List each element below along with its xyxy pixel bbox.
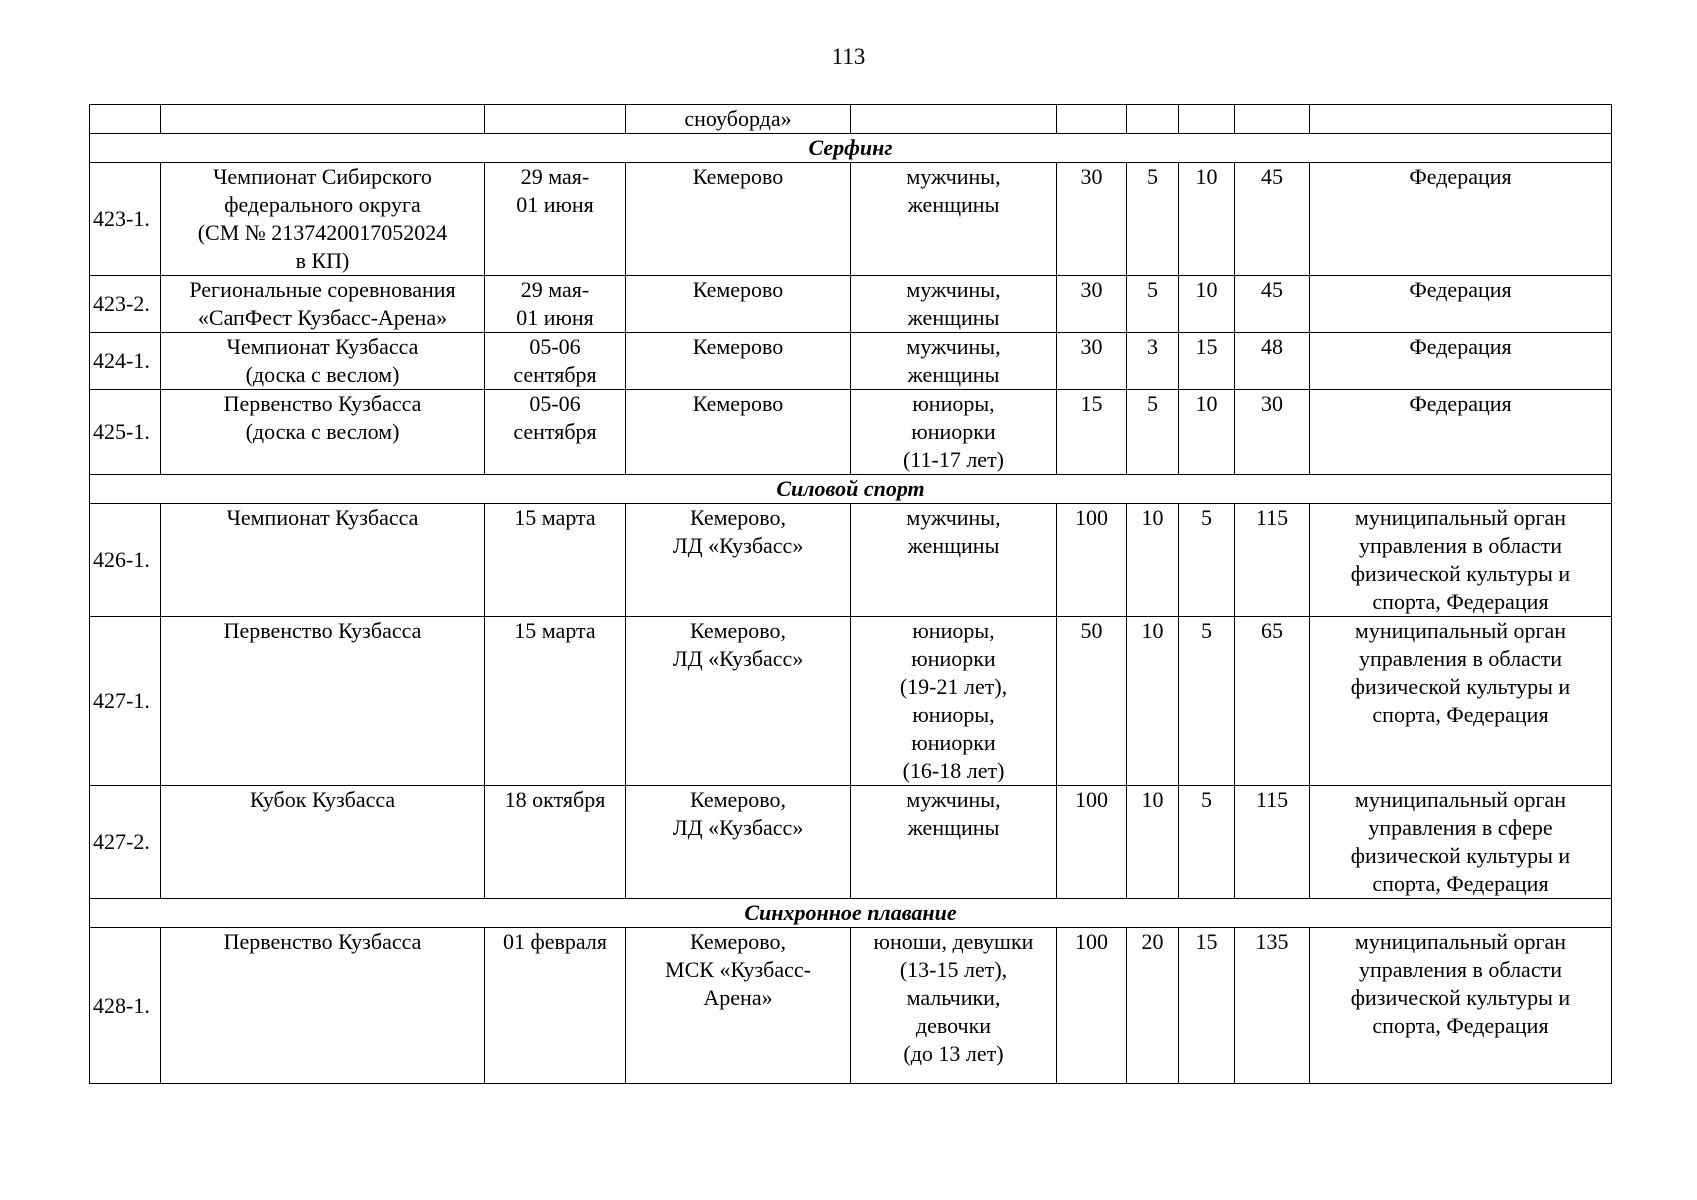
total-cell: 115 (1235, 786, 1310, 899)
organizer-cell: Федерация (1310, 333, 1612, 390)
count-cell: 5 (1127, 390, 1179, 475)
num-cell: 426-1. (90, 504, 161, 617)
place-cell: сноуборда» (626, 105, 851, 134)
num-cell: 425-1. (90, 390, 161, 475)
participants-cell: мужчины, женщины (851, 504, 1057, 617)
count-cell: 50 (1057, 617, 1127, 786)
organizer-cell: муниципальный орган управления в области физической культуры и спорта, Федерация (1310, 504, 1612, 617)
count-cell: 5 (1179, 786, 1235, 899)
section-header-row (90, 134, 1612, 163)
name-cell: Чемпионат Сибирского федерального округа (СМ № 2137420017052024 в КП) (161, 163, 485, 276)
count-cell: 100 (1057, 504, 1127, 617)
place-cell: Кемерово, ЛД «Кузбасс» (626, 504, 851, 617)
date-cell: 05-06 сентября (485, 390, 626, 475)
count-cell: 100 (1057, 928, 1127, 1084)
count-cell: 100 (1057, 786, 1127, 899)
participants-cell: мужчины, женщины (851, 333, 1057, 390)
place-cell: Кемерово (626, 333, 851, 390)
events-table (89, 104, 1612, 1084)
participants-cell: юниоры, юниорки (11-17 лет) (851, 390, 1057, 475)
count-cell (1179, 105, 1235, 134)
page-number: 113 (831, 44, 866, 69)
event-row (90, 617, 1612, 786)
count-cell: 5 (1127, 276, 1179, 333)
count-cell: 10 (1179, 390, 1235, 475)
organizer-cell: муниципальный орган управления в области физической культуры и спорта, Федерация (1310, 928, 1612, 1084)
count-cell: 10 (1127, 504, 1179, 617)
event-row (90, 163, 1612, 276)
count-cell: 5 (1179, 617, 1235, 786)
event-row (90, 390, 1612, 475)
organizer-cell: Федерация (1310, 276, 1612, 333)
name-cell: Первенство Кузбасса (доска с веслом) (161, 390, 485, 475)
table-body (90, 105, 1612, 1084)
section-title: Синхронное плавание (90, 899, 1612, 928)
count-cell: 10 (1127, 786, 1179, 899)
date-cell: 05-06 сентября (485, 333, 626, 390)
num-cell: 428-1. (90, 928, 161, 1084)
date-cell (485, 105, 626, 134)
count-cell (1127, 105, 1179, 134)
section-header-row (90, 899, 1612, 928)
date-cell: 18 октября (485, 786, 626, 899)
num-cell: 423-1. (90, 163, 161, 276)
date-cell: 01 февраля (485, 928, 626, 1084)
event-row (90, 504, 1612, 617)
count-cell: 30 (1057, 333, 1127, 390)
total-cell: 135 (1235, 928, 1310, 1084)
date-cell: 15 марта (485, 617, 626, 786)
organizer-cell: муниципальный орган управления в сфере физической культуры и спорта, Федерация (1310, 786, 1612, 899)
continuation-row (90, 105, 1612, 134)
place-cell: Кемерово, ЛД «Кузбасс» (626, 786, 851, 899)
count-cell: 30 (1057, 276, 1127, 333)
event-row (90, 928, 1612, 1084)
num-cell: 427-2. (90, 786, 161, 899)
place-cell: Кемерово (626, 276, 851, 333)
count-cell: 5 (1127, 163, 1179, 276)
event-row (90, 786, 1612, 899)
participants-cell: мужчины, женщины (851, 276, 1057, 333)
date-cell: 29 мая- 01 июня (485, 163, 626, 276)
name-cell: Кубок Кузбасса (161, 786, 485, 899)
total-cell: 45 (1235, 163, 1310, 276)
count-cell: 5 (1179, 504, 1235, 617)
total-cell: 45 (1235, 276, 1310, 333)
date-cell: 15 марта (485, 504, 626, 617)
organizer-cell: Федерация (1310, 163, 1612, 276)
total-cell: 115 (1235, 504, 1310, 617)
count-cell: 15 (1179, 333, 1235, 390)
num-cell: 424-1. (90, 333, 161, 390)
count-cell (1235, 105, 1310, 134)
num-cell: 423-2. (90, 276, 161, 333)
place-cell: Кемерово, МСК «Кузбасс- Арена» (626, 928, 851, 1084)
name-cell: Первенство Кузбасса (161, 928, 485, 1084)
count-cell: 20 (1127, 928, 1179, 1084)
organizer-cell: муниципальный орган управления в области физической культуры и спорта, Федерация (1310, 617, 1612, 786)
participants-cell: юноши, девушки (13-15 лет), мальчики, девочки (до 13 лет) (851, 928, 1057, 1084)
organizer-cell (1310, 105, 1612, 134)
count-cell: 3 (1127, 333, 1179, 390)
count-cell: 15 (1057, 390, 1127, 475)
count-cell (1057, 105, 1127, 134)
name-cell: Региональные соревнования «СапФест Кузбасс-Арена» (161, 276, 485, 333)
participants-cell (851, 105, 1057, 134)
organizer-cell: Федерация (1310, 390, 1612, 475)
name-cell: Чемпионат Кузбасса (161, 504, 485, 617)
participants-cell: мужчины, женщины (851, 163, 1057, 276)
participants-cell: юниоры, юниорки (19-21 лет), юниоры, юниорки (16-18 лет) (851, 617, 1057, 786)
num-cell: 427-1. (90, 617, 161, 786)
total-cell: 65 (1235, 617, 1310, 786)
section-title: Силовой спорт (90, 475, 1612, 504)
place-cell: Кемерово (626, 163, 851, 276)
total-cell: 30 (1235, 390, 1310, 475)
place-cell: Кемерово, ЛД «Кузбасс» (626, 617, 851, 786)
section-header-row (90, 475, 1612, 504)
count-cell: 10 (1127, 617, 1179, 786)
name-cell: Чемпионат Кузбасса (доска с веслом) (161, 333, 485, 390)
count-cell: 10 (1179, 276, 1235, 333)
event-row (90, 276, 1612, 333)
count-cell: 10 (1179, 163, 1235, 276)
total-cell: 48 (1235, 333, 1310, 390)
date-cell: 29 мая- 01 июня (485, 276, 626, 333)
num-cell (90, 105, 161, 134)
count-cell: 15 (1179, 928, 1235, 1084)
section-title: Серфинг (90, 134, 1612, 163)
name-cell: Первенство Кузбасса (161, 617, 485, 786)
event-row (90, 333, 1612, 390)
participants-cell: мужчины, женщины (851, 786, 1057, 899)
place-cell: Кемерово (626, 390, 851, 475)
name-cell (161, 105, 485, 134)
count-cell: 30 (1057, 163, 1127, 276)
